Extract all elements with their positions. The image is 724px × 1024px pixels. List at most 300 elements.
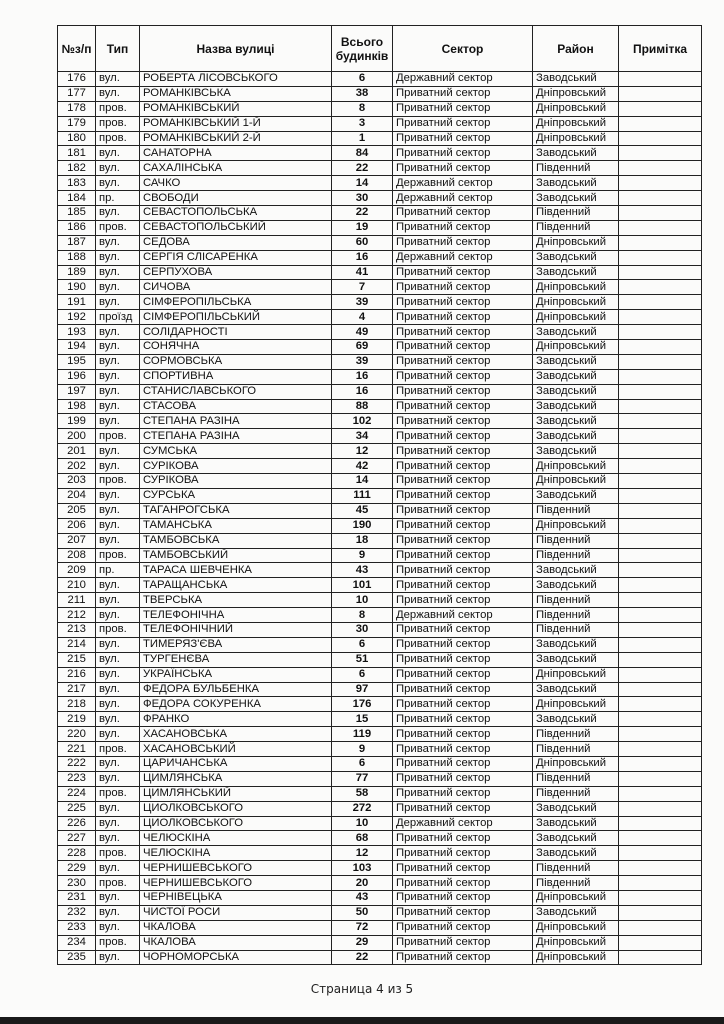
- cell-sector: Приватний сектор: [393, 444, 533, 459]
- cell-district: Заводський: [533, 176, 619, 191]
- cell-street: ТУРГЕНЄВА: [140, 652, 332, 667]
- header-houses-line2: будинків: [335, 48, 389, 63]
- cell-note: [619, 712, 702, 727]
- table-row: [58, 533, 702, 548]
- cell-num: 230: [58, 876, 96, 891]
- cell-sector: Приватний сектор: [393, 622, 533, 637]
- cell-note: [619, 488, 702, 503]
- cell-num: 192: [58, 310, 96, 325]
- cell-district: Дніпровський: [533, 86, 619, 101]
- cell-sector: Приватний сектор: [393, 369, 533, 384]
- cell-num: 201: [58, 444, 96, 459]
- cell-street: ТАРАСА ШЕВЧЕНКА: [140, 563, 332, 578]
- cell-num: 217: [58, 682, 96, 697]
- table-row: [58, 250, 702, 265]
- cell-num: 184: [58, 191, 96, 206]
- cell-houses: 72: [332, 920, 393, 935]
- cell-note: [619, 935, 702, 950]
- cell-sector: Приватний сектор: [393, 340, 533, 355]
- cell-num: 234: [58, 935, 96, 950]
- table-row: [58, 235, 702, 250]
- cell-note: [619, 220, 702, 235]
- cell-street: СЕВАСТОПОЛЬСЬКИЙ: [140, 220, 332, 235]
- table-row: [58, 667, 702, 682]
- header-street: Назва вулиці: [140, 26, 332, 72]
- cell-houses: 6: [332, 667, 393, 682]
- cell-type: пров.: [96, 548, 140, 563]
- cell-houses: 15: [332, 712, 393, 727]
- cell-sector: Приватний сектор: [393, 146, 533, 161]
- cell-sector: Приватний сектор: [393, 637, 533, 652]
- cell-street: ХАСАНОВСЬКА: [140, 727, 332, 742]
- cell-num: 189: [58, 265, 96, 280]
- cell-houses: 190: [332, 518, 393, 533]
- header-sector: Сектор: [393, 26, 533, 72]
- cell-num: 214: [58, 637, 96, 652]
- cell-num: 228: [58, 846, 96, 861]
- cell-type: вул.: [96, 354, 140, 369]
- cell-street: СТАСОВА: [140, 399, 332, 414]
- cell-district: Дніпровський: [533, 131, 619, 146]
- cell-note: [619, 146, 702, 161]
- cell-street: ЧОРНОМОРСЬКА: [140, 950, 332, 965]
- cell-type: вул.: [96, 206, 140, 221]
- cell-note: [619, 369, 702, 384]
- cell-note: [619, 682, 702, 697]
- cell-street: ЧКАЛОВА: [140, 935, 332, 950]
- cell-type: вул.: [96, 325, 140, 340]
- streets-table: [57, 25, 702, 965]
- cell-note: [619, 340, 702, 355]
- cell-houses: 19: [332, 220, 393, 235]
- cell-street: ТАМБОВСЬКА: [140, 533, 332, 548]
- cell-num: 187: [58, 235, 96, 250]
- cell-num: 226: [58, 816, 96, 831]
- cell-sector: Державний сектор: [393, 608, 533, 623]
- cell-houses: 6: [332, 756, 393, 771]
- cell-sector: Приватний сектор: [393, 325, 533, 340]
- cell-type: вул.: [96, 727, 140, 742]
- cell-type: вул.: [96, 384, 140, 399]
- cell-type: пров.: [96, 786, 140, 801]
- header-num: №з/п: [58, 26, 96, 72]
- cell-houses: 20: [332, 876, 393, 891]
- cell-houses: 39: [332, 295, 393, 310]
- cell-district: Дніпровський: [533, 295, 619, 310]
- cell-note: [619, 414, 702, 429]
- cell-note: [619, 697, 702, 712]
- cell-type: вул.: [96, 712, 140, 727]
- cell-street: СІМФЕРОПІЛЬСЬКИЙ: [140, 310, 332, 325]
- cell-houses: 6: [332, 72, 393, 87]
- table-row: [58, 950, 702, 965]
- cell-note: [619, 846, 702, 861]
- cell-num: 176: [58, 72, 96, 87]
- cell-note: [619, 637, 702, 652]
- cell-houses: 119: [332, 727, 393, 742]
- cell-houses: 69: [332, 340, 393, 355]
- cell-type: вул.: [96, 488, 140, 503]
- table-row: [58, 518, 702, 533]
- cell-houses: 45: [332, 503, 393, 518]
- table-row: [58, 220, 702, 235]
- cell-num: 180: [58, 131, 96, 146]
- cell-district: Заводський: [533, 250, 619, 265]
- cell-sector: Приватний сектор: [393, 86, 533, 101]
- cell-type: пров.: [96, 474, 140, 489]
- cell-houses: 176: [332, 697, 393, 712]
- cell-note: [619, 384, 702, 399]
- cell-district: Дніпровський: [533, 116, 619, 131]
- cell-houses: 60: [332, 235, 393, 250]
- cell-note: [619, 622, 702, 637]
- cell-num: 218: [58, 697, 96, 712]
- cell-street: ТЕЛЕФОНІЧНИЙ: [140, 622, 332, 637]
- cell-sector: Приватний сектор: [393, 756, 533, 771]
- cell-street: СЕРПУХОВА: [140, 265, 332, 280]
- cell-type: вул.: [96, 920, 140, 935]
- table-row: [58, 756, 702, 771]
- cell-type: пров.: [96, 742, 140, 757]
- cell-note: [619, 459, 702, 474]
- cell-note: [619, 518, 702, 533]
- cell-district: Дніпровський: [533, 280, 619, 295]
- cell-note: [619, 742, 702, 757]
- cell-num: 232: [58, 905, 96, 920]
- cell-street: ФЕДОРА СОКУРЕНКА: [140, 697, 332, 712]
- cell-street: ТВЕРСЬКА: [140, 593, 332, 608]
- cell-note: [619, 295, 702, 310]
- cell-type: вул.: [96, 533, 140, 548]
- cell-street: ЧЕЛЮСКІНА: [140, 846, 332, 861]
- cell-num: 207: [58, 533, 96, 548]
- cell-sector: Приватний сектор: [393, 414, 533, 429]
- cell-district: Дніпровський: [533, 235, 619, 250]
- cell-type: вул.: [96, 250, 140, 265]
- cell-type: вул.: [96, 950, 140, 965]
- cell-district: Заводський: [533, 816, 619, 831]
- cell-district: Заводський: [533, 429, 619, 444]
- cell-street: ЧЕРНИШЕВСЬКОГО: [140, 861, 332, 876]
- cell-district: Дніпровський: [533, 474, 619, 489]
- cell-num: 202: [58, 459, 96, 474]
- table-row: [58, 727, 702, 742]
- cell-num: 221: [58, 742, 96, 757]
- cell-type: вул.: [96, 399, 140, 414]
- cell-houses: 22: [332, 206, 393, 221]
- table-body: [58, 72, 702, 965]
- table-row: [58, 384, 702, 399]
- cell-houses: 7: [332, 280, 393, 295]
- cell-sector: Приватний сектор: [393, 876, 533, 891]
- cell-houses: 97: [332, 682, 393, 697]
- cell-note: [619, 563, 702, 578]
- table-row: [58, 340, 702, 355]
- cell-sector: Приватний сектор: [393, 578, 533, 593]
- table-row: [58, 905, 702, 920]
- table-row: [58, 176, 702, 191]
- cell-street: РОМАНКІВСЬКИЙ 2-Й: [140, 131, 332, 146]
- cell-type: пров.: [96, 622, 140, 637]
- cell-type: вул.: [96, 295, 140, 310]
- header-district: Район: [533, 26, 619, 72]
- cell-houses: 16: [332, 384, 393, 399]
- cell-type: вул.: [96, 444, 140, 459]
- cell-district: Дніпровський: [533, 950, 619, 965]
- cell-num: 199: [58, 414, 96, 429]
- cell-type: пров.: [96, 846, 140, 861]
- table-row: [58, 72, 702, 87]
- cell-houses: 10: [332, 593, 393, 608]
- cell-district: Південний: [533, 608, 619, 623]
- table-row: [58, 876, 702, 891]
- cell-street: САНАТОРНА: [140, 146, 332, 161]
- cell-houses: 8: [332, 608, 393, 623]
- cell-street: СІМФЕРОПІЛЬСЬКА: [140, 295, 332, 310]
- table-row: [58, 146, 702, 161]
- cell-sector: Приватний сектор: [393, 727, 533, 742]
- cell-num: 212: [58, 608, 96, 623]
- cell-sector: Приватний сектор: [393, 310, 533, 325]
- cell-houses: 51: [332, 652, 393, 667]
- table-row: [58, 191, 702, 206]
- table-row: [58, 354, 702, 369]
- cell-district: Дніпровський: [533, 890, 619, 905]
- cell-num: 178: [58, 101, 96, 116]
- cell-num: 194: [58, 340, 96, 355]
- cell-street: СУРІКОВА: [140, 474, 332, 489]
- cell-note: [619, 101, 702, 116]
- cell-district: Південний: [533, 786, 619, 801]
- cell-district: Південний: [533, 161, 619, 176]
- table-row: [58, 652, 702, 667]
- cell-type: пров.: [96, 220, 140, 235]
- cell-note: [619, 816, 702, 831]
- cell-district: Дніпровський: [533, 935, 619, 950]
- cell-sector: Приватний сектор: [393, 459, 533, 474]
- cell-type: вул.: [96, 235, 140, 250]
- cell-num: 183: [58, 176, 96, 191]
- table-row: [58, 861, 702, 876]
- cell-num: 181: [58, 146, 96, 161]
- table-row: [58, 816, 702, 831]
- cell-note: [619, 444, 702, 459]
- cell-street: СОНЯЧНА: [140, 340, 332, 355]
- cell-district: Південний: [533, 593, 619, 608]
- cell-district: Заводський: [533, 444, 619, 459]
- cell-num: 213: [58, 622, 96, 637]
- header-houses-line1: Всього: [340, 34, 384, 49]
- table-row: [58, 280, 702, 295]
- cell-type: вул.: [96, 280, 140, 295]
- cell-type: вул.: [96, 905, 140, 920]
- table-row: [58, 503, 702, 518]
- cell-houses: 9: [332, 742, 393, 757]
- cell-district: Дніпровський: [533, 340, 619, 355]
- scan-bottom-edge: [0, 1017, 724, 1024]
- table-row: [58, 890, 702, 905]
- cell-district: Заводський: [533, 652, 619, 667]
- cell-district: Заводський: [533, 265, 619, 280]
- cell-houses: 30: [332, 622, 393, 637]
- cell-houses: 14: [332, 474, 393, 489]
- cell-street: САХАЛІНСЬКА: [140, 161, 332, 176]
- cell-type: проїзд: [96, 310, 140, 325]
- cell-street: ТАГАНРОГСЬКА: [140, 503, 332, 518]
- cell-street: СЕДОВА: [140, 235, 332, 250]
- table-row: [58, 444, 702, 459]
- cell-type: вул.: [96, 682, 140, 697]
- cell-sector: Приватний сектор: [393, 846, 533, 861]
- cell-district: Заводський: [533, 801, 619, 816]
- cell-sector: Приватний сектор: [393, 474, 533, 489]
- cell-sector: Приватний сектор: [393, 101, 533, 116]
- cell-note: [619, 72, 702, 87]
- cell-street: ЧЕЛЮСКІНА: [140, 831, 332, 846]
- cell-note: [619, 191, 702, 206]
- cell-num: 206: [58, 518, 96, 533]
- cell-district: Південний: [533, 622, 619, 637]
- cell-district: Заводський: [533, 846, 619, 861]
- cell-sector: Приватний сектор: [393, 682, 533, 697]
- cell-sector: Приватний сектор: [393, 593, 533, 608]
- table-row: [58, 920, 702, 935]
- cell-district: Заводський: [533, 369, 619, 384]
- cell-sector: Приватний сектор: [393, 786, 533, 801]
- cell-houses: 9: [332, 548, 393, 563]
- cell-houses: 3: [332, 116, 393, 131]
- cell-houses: 41: [332, 265, 393, 280]
- cell-street: СПОРТИВНА: [140, 369, 332, 384]
- table-row: [58, 712, 702, 727]
- cell-street: ЦИМЛЯНСЬКИЙ: [140, 786, 332, 801]
- cell-note: [619, 920, 702, 935]
- cell-num: 182: [58, 161, 96, 176]
- cell-sector: Приватний сектор: [393, 220, 533, 235]
- cell-district: Південний: [533, 876, 619, 891]
- cell-houses: 18: [332, 533, 393, 548]
- cell-num: 235: [58, 950, 96, 965]
- cell-sector: Приватний сектор: [393, 667, 533, 682]
- cell-sector: Приватний сектор: [393, 488, 533, 503]
- cell-houses: 16: [332, 369, 393, 384]
- cell-sector: Приватний сектор: [393, 801, 533, 816]
- cell-sector: Приватний сектор: [393, 518, 533, 533]
- cell-type: вул.: [96, 608, 140, 623]
- cell-street: ТИМЕРЯЗ'ЄВА: [140, 637, 332, 652]
- cell-sector: Приватний сектор: [393, 161, 533, 176]
- cell-district: Заводський: [533, 384, 619, 399]
- table-row: [58, 771, 702, 786]
- cell-type: пров.: [96, 876, 140, 891]
- cell-note: [619, 652, 702, 667]
- table-row: [58, 488, 702, 503]
- cell-note: [619, 727, 702, 742]
- cell-street: СЕВАСТОПОЛЬСЬКА: [140, 206, 332, 221]
- table-row: [58, 846, 702, 861]
- cell-num: 203: [58, 474, 96, 489]
- table-row: [58, 101, 702, 116]
- cell-district: Південний: [533, 742, 619, 757]
- cell-district: Південний: [533, 861, 619, 876]
- cell-district: Заводський: [533, 399, 619, 414]
- cell-num: 224: [58, 786, 96, 801]
- cell-note: [619, 905, 702, 920]
- cell-type: пров.: [96, 131, 140, 146]
- cell-houses: 102: [332, 414, 393, 429]
- cell-street: РОМАНКІВСЬКА: [140, 86, 332, 101]
- cell-num: 229: [58, 861, 96, 876]
- cell-sector: Приватний сектор: [393, 533, 533, 548]
- cell-sector: Приватний сектор: [393, 235, 533, 250]
- cell-type: вул.: [96, 86, 140, 101]
- cell-num: 196: [58, 369, 96, 384]
- cell-houses: 84: [332, 146, 393, 161]
- cell-street: СУРІКОВА: [140, 459, 332, 474]
- cell-sector: Приватний сектор: [393, 890, 533, 905]
- cell-district: Заводський: [533, 563, 619, 578]
- cell-num: 220: [58, 727, 96, 742]
- cell-district: Південний: [533, 220, 619, 235]
- cell-street: ФРАНКО: [140, 712, 332, 727]
- cell-houses: 12: [332, 846, 393, 861]
- table-row: [58, 935, 702, 950]
- cell-sector: Приватний сектор: [393, 354, 533, 369]
- cell-type: вул.: [96, 161, 140, 176]
- cell-note: [619, 503, 702, 518]
- cell-street: РОМАНКІВСЬКИЙ 1-Й: [140, 116, 332, 131]
- cell-type: вул.: [96, 816, 140, 831]
- cell-street: СОРМОВСЬКА: [140, 354, 332, 369]
- cell-type: вул.: [96, 503, 140, 518]
- cell-sector: Приватний сектор: [393, 905, 533, 920]
- table-row: [58, 742, 702, 757]
- cell-note: [619, 116, 702, 131]
- cell-district: Дніпровський: [533, 920, 619, 935]
- cell-type: вул.: [96, 637, 140, 652]
- cell-num: 204: [58, 488, 96, 503]
- cell-note: [619, 250, 702, 265]
- cell-num: 209: [58, 563, 96, 578]
- table-row: [58, 608, 702, 623]
- cell-street: ХАСАНОВСЬКИЙ: [140, 742, 332, 757]
- cell-sector: Державний сектор: [393, 176, 533, 191]
- cell-type: вул.: [96, 518, 140, 533]
- table-row: [58, 801, 702, 816]
- cell-district: Південний: [533, 548, 619, 563]
- cell-note: [619, 399, 702, 414]
- cell-num: 188: [58, 250, 96, 265]
- cell-type: вул.: [96, 801, 140, 816]
- cell-note: [619, 235, 702, 250]
- cell-note: [619, 265, 702, 280]
- table-row: [58, 131, 702, 146]
- cell-type: пров.: [96, 116, 140, 131]
- table-row: [58, 161, 702, 176]
- cell-district: Заводський: [533, 325, 619, 340]
- cell-type: вул.: [96, 459, 140, 474]
- cell-note: [619, 131, 702, 146]
- cell-note: [619, 861, 702, 876]
- cell-houses: 88: [332, 399, 393, 414]
- table-row: [58, 459, 702, 474]
- cell-houses: 4: [332, 310, 393, 325]
- cell-num: 185: [58, 206, 96, 221]
- cell-street: СТАНИСЛАВСЬКОГО: [140, 384, 332, 399]
- cell-houses: 50: [332, 905, 393, 920]
- cell-street: ТЕЛЕФОНІЧНА: [140, 608, 332, 623]
- cell-note: [619, 771, 702, 786]
